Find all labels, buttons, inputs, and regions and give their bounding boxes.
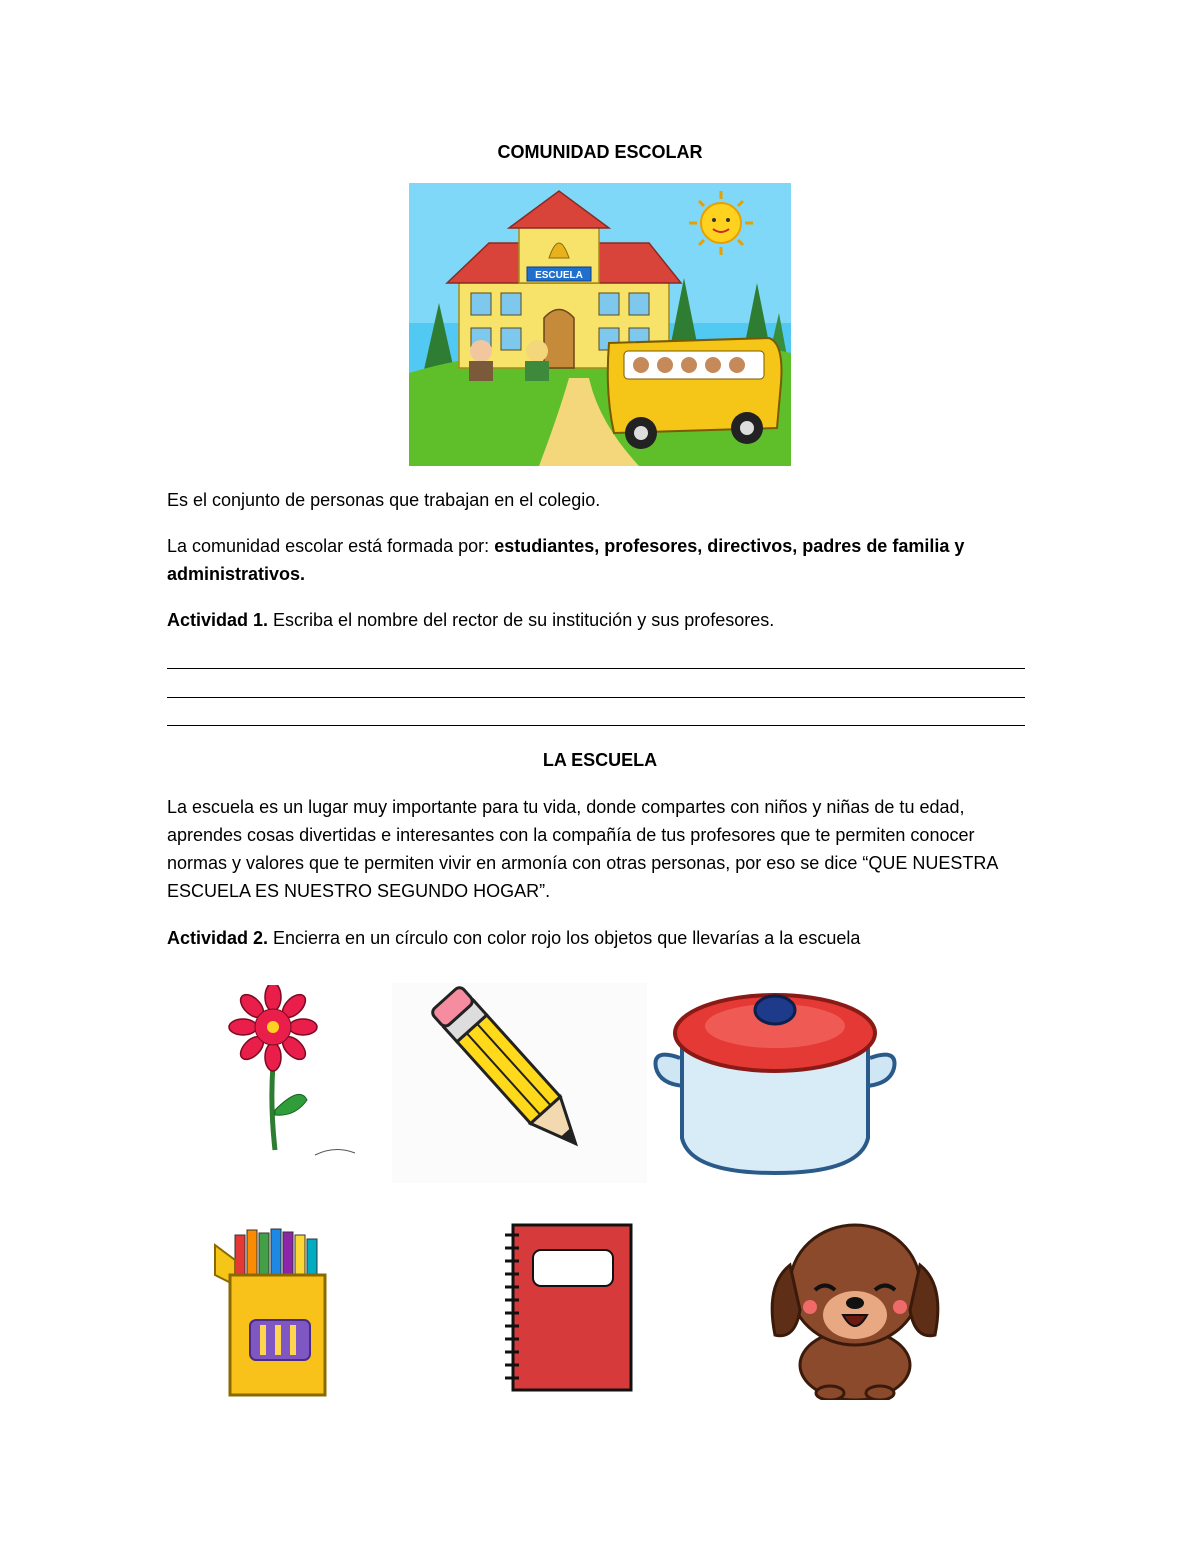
pencil-icon[interactable] — [392, 983, 647, 1183]
flower-icon[interactable] — [215, 985, 365, 1165]
activity2-label: Actividad 2. — [167, 928, 269, 948]
puppy-icon[interactable] — [765, 1215, 945, 1400]
activity2-instruction — [167, 924, 1027, 952]
activity1-instruction — [167, 606, 1027, 634]
answer-line[interactable] — [167, 668, 1025, 669]
answer-line[interactable] — [167, 697, 1025, 698]
activity2-text: Encierra en un círculo con color rojo los objetos que llevarías a la escuela — [268, 928, 861, 948]
notebook-icon[interactable] — [465, 1200, 655, 1405]
activity1-text: Escriba el nombre del rector de su institución y sus profesores. — [268, 610, 775, 630]
composition-prefix: La comunidad escolar está formada por: — [167, 536, 495, 556]
activity1-label: Actividad 1. — [167, 610, 269, 630]
definition-text: Es el conjunto de personas que trabajan en el colegio. — [167, 490, 601, 510]
school-illustration — [409, 183, 791, 466]
section-title: LA ESCUELA — [542, 750, 658, 770]
page-title: COMUNIDAD ESCOLAR — [497, 142, 703, 162]
school-paragraph: La escuela es un lugar muy importante para tu vida, donde compartes con niños y niñas de tu edad, aprendes cosas divertidas e interesantes con la compañía de tus profesores que te permiten conocer normas y valores que te permiten vivir en armonía con otras personas, por eso se dice “QUE NUESTRA ESCUELA ES NUESTRO SEGUNDO HOGAR”. — [167, 797, 998, 901]
colored-pencils-icon[interactable] — [205, 1225, 335, 1400]
answer-line[interactable] — [167, 725, 1025, 726]
pot-icon[interactable] — [650, 988, 900, 1178]
composition-paragraph — [167, 532, 1027, 588]
composition-members: estudiantes, profesores, directivos, padres de familia y administrativos. — [167, 536, 965, 584]
svg-text:ESCUELA: ESCUELA — [535, 270, 583, 281]
